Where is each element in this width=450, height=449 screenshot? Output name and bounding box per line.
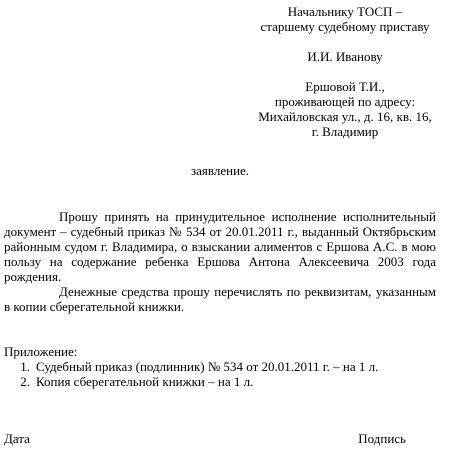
addressee-line: И.И. Иванову [307,49,383,64]
attachment-number: 2. [20,374,30,389]
document-body [4,209,436,314]
attachment-item [4,374,436,389]
addressee-line: старшему судебному приставу [260,19,430,34]
body-paragraph: Прошу принять на принудительное исполнение исполнительный документ – судебный приказ № 534 от 20.01.2011 г., выданный Октябрьским районным судом г. Владимира, о взыскании алиментов с Ершова А.С. в мою пользу на содержание ребенка Ершова Антона Алексеевича 2003 года рождения. [4,209,436,284]
attachment-number: 1. [20,359,30,374]
addressee-line: проживающей по адресу: [274,94,416,109]
addressee-block [250,4,440,139]
attachment-item [4,359,436,374]
document-title: заявление. [191,163,250,178]
attachments-list [4,359,436,389]
addressee-line: Михайловская ул., д. 16, кв. 16, [258,109,432,124]
attachments-section [4,344,436,389]
attachment-text: Судебный приказ (подлинник) № 534 от 20.01.2011 г. – на 1 л. [36,359,379,374]
addressee-line: Начальнику ТОСП – [287,4,403,19]
attachments-label: Приложение: [4,344,78,359]
body-paragraph: Денежные средства прошу перечислять по реквизитам, указанным в копии сберегательной книжки. [4,284,436,314]
addressee-gap [250,34,440,49]
addressee-line: г. Владимир [311,124,379,139]
attachment-text: Копия сберегательной книжки – на 1 л. [36,374,254,389]
addressee-line: Ершовой Т.И., [305,79,385,94]
signature-label: Подпись [358,431,406,446]
date-label: Дата [4,431,30,446]
addressee-gap [250,64,440,79]
